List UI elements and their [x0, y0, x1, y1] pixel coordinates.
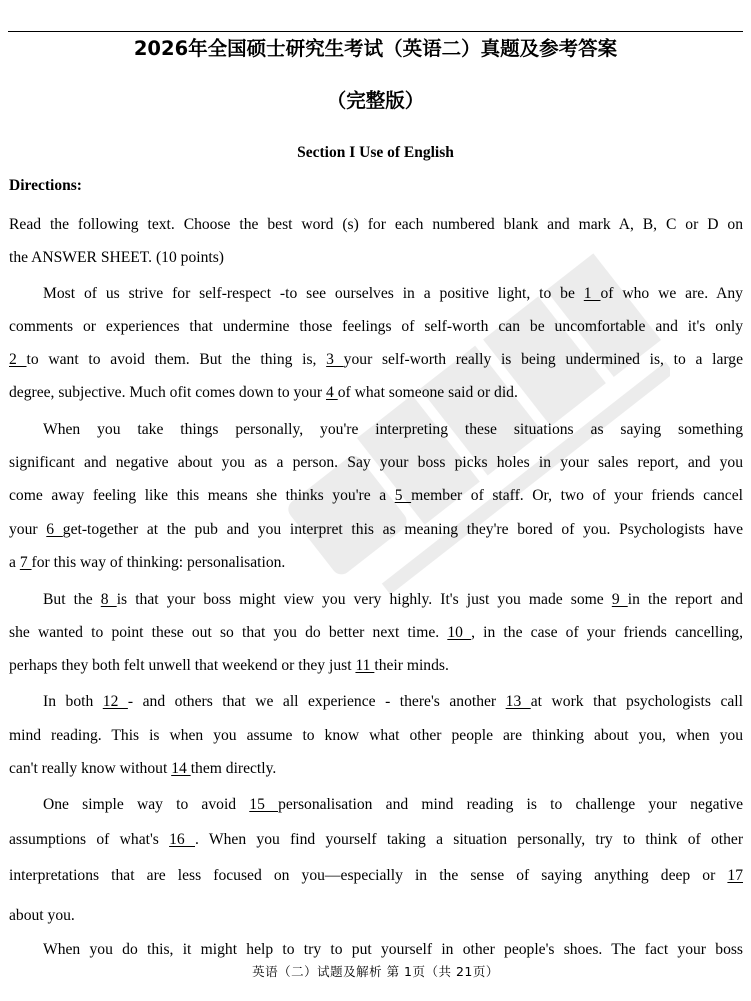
blank-12: 12 — [102, 693, 128, 710]
text-line: come away feeling like this means she thinks you're a 5 member of staff. Or, two of your friends cancel — [9, 487, 743, 504]
text-line: about you. — [9, 907, 75, 924]
directions-label: Directions: — [9, 177, 82, 194]
blank-2: 2 — [9, 351, 27, 368]
blank-6: 6 — [46, 521, 63, 538]
blank-3: 3 — [326, 351, 344, 368]
top-rule — [8, 31, 743, 32]
blank-17: 17 — [727, 867, 743, 884]
text-line: In both 12 - and others that we all experience - there's another 13 at work that psychologists call — [43, 693, 743, 710]
blank-4: 4 — [326, 384, 338, 401]
blank-8: 8 — [100, 591, 117, 608]
blank-9: 9 — [611, 591, 628, 608]
blank-16: 16 — [169, 831, 195, 848]
text-line: your 6 get-together at the pub and you interpret this as meaning they're bored of you. Psychologists have — [9, 521, 744, 538]
text-line: But the 8 is that your boss might view you very highly. It's just you made some 9 in the report and — [43, 591, 743, 608]
blank-5: 5 — [394, 487, 412, 504]
text-line: significant and negative about you as a person. Say your boss picks holes in your sales report, and you — [9, 454, 743, 471]
text-line: degree, subjective. Much ofit comes down to your 4 of what someone said or did. — [9, 384, 518, 401]
text-line: she wanted to point these out so that you do better next time. 10 , in the case of your friends cancelling, — [9, 624, 743, 641]
text-line: When you take things personally, you're interpreting these situations as saying something — [43, 421, 743, 438]
text-line: interpretations that are less focused on you—especially in the sense of saying anything deep or 17 — [9, 867, 743, 884]
text-line: 2 to want to avoid them. But the thing is, 3 your self-worth really is being undermined is, to a large — [9, 351, 743, 368]
text-line: One simple way to avoid 15 personalisation and mind reading is to challenge your negative — [43, 796, 743, 813]
text-line: assumptions of what's 16 . When you find yourself taking a situation personally, try to think of other — [9, 831, 744, 848]
page-title: 2026年全国硕士研究生考试（英语二）真题及参考答案 — [133, 37, 618, 60]
blank-7: 7 — [19, 554, 32, 571]
blank-1: 1 — [583, 285, 601, 302]
text-line: Read the following text. Choose the best word (s) for each numbered blank and mark A, B, C or D on — [9, 216, 743, 233]
text-line: a 7 for this way of thinking: personalisation. — [9, 554, 286, 571]
page-footer: 英语（二）试题及解析 第 1页（共 21页） — [252, 964, 499, 979]
text-line: Most of us strive for self-respect -to see ourselves in a positive light, to be 1 of who we are. Any — [43, 285, 743, 302]
page-subtitle: （完整版） — [326, 89, 425, 112]
blank-10: 10 — [447, 624, 472, 641]
text-line: the ANSWER SHEET. (10 points) — [9, 249, 224, 266]
blank-14: 14 — [171, 760, 191, 777]
text-line: mind reading. This is when you assume to know what other people are thinking about you, when you — [9, 727, 743, 744]
text-line: perhaps they both felt unwell that weekend or they just 11 their minds. — [9, 657, 449, 674]
blank-11: 11 — [355, 657, 375, 674]
text-line: can't really know without 14 them directly. — [9, 760, 277, 777]
blank-15: 15 — [249, 796, 279, 813]
blank-13: 13 — [505, 693, 531, 710]
text-line: comments or experiences that undermine those feelings of self-worth can be uncomfortable and it's only — [9, 318, 743, 335]
section-heading: Section I Use of English — [297, 144, 454, 161]
text-line: When you do this, it might help to try to put yourself in other people's shoes. The fact your boss — [43, 941, 743, 958]
